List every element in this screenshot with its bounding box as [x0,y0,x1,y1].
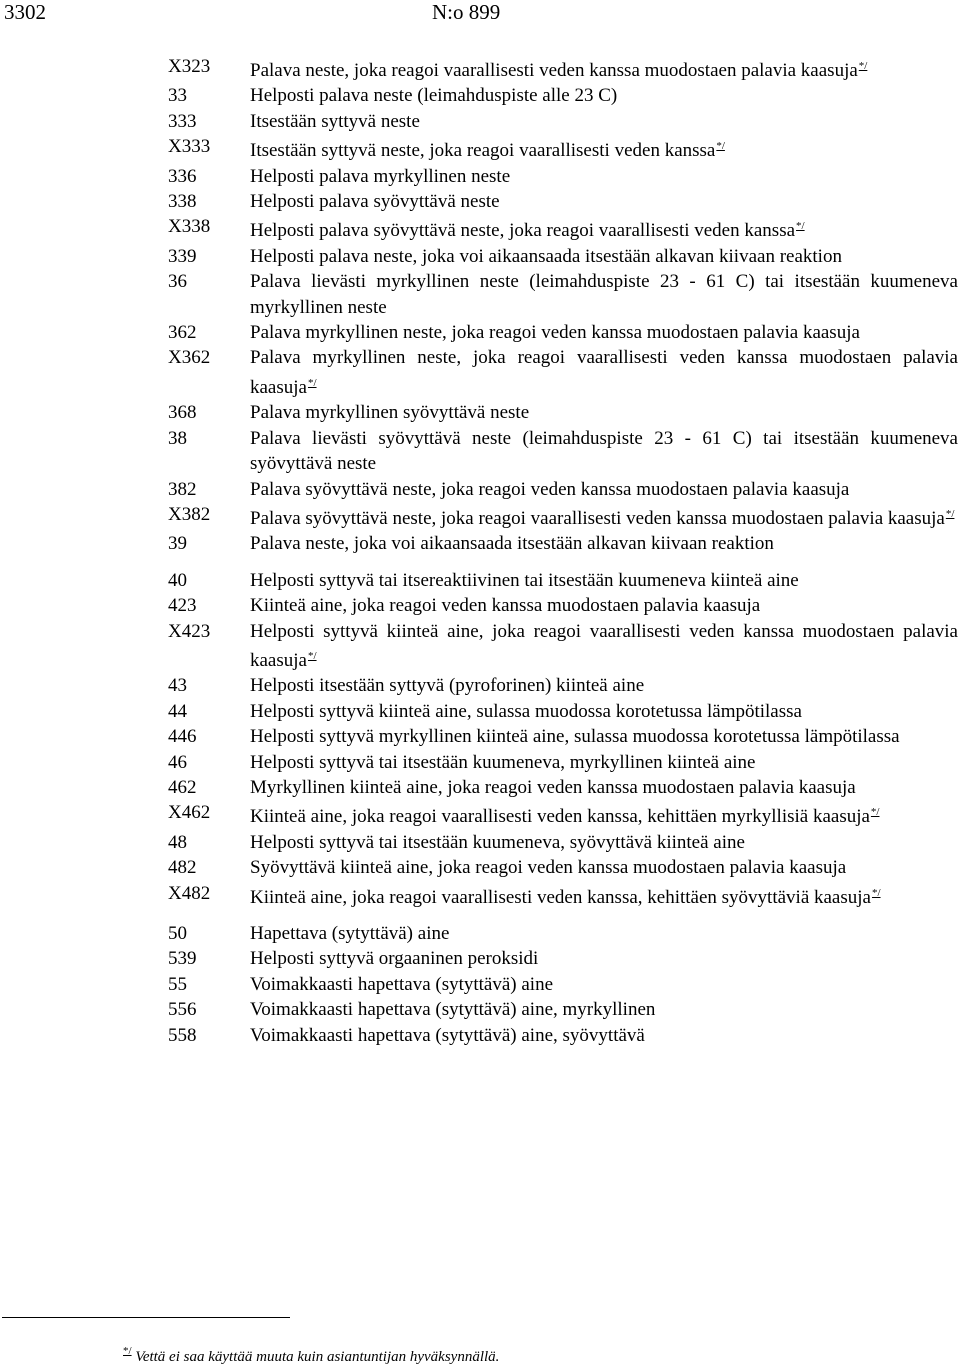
hazard-code: X362 [168,347,211,369]
hazard-code: X462 [168,802,211,824]
code-row [168,244,958,269]
hazard-description [250,54,958,83]
description-text: Palava lievästi myrkyllinen neste (leimahduspiste 23 - 61 C) tai itsestään kuumeneva myrkyllinen neste [250,271,958,318]
code-row [168,400,958,425]
hazard-description [250,881,958,910]
hazard-code: 338 [168,191,197,213]
hazard-code: 539 [168,948,197,970]
description-text: Palava lievästi syövyttävä neste (leimahduspiste 23 - 61 C) tai itsestään kuumeneva syövyttävä neste [250,427,958,475]
hazard-description [250,619,958,674]
hazard-description [250,531,958,556]
description-text: Hapettava (sytyttävä) aine [250,923,450,944]
description-text: Voimakkaasti hapettava (sytyttävä) aine, myrkyllinen [250,999,656,1021]
code-row [168,568,958,593]
hazard-code: 50 [168,923,187,944]
hazard-description [250,83,958,108]
footnote-reference: */ [945,507,955,520]
hazard-code: 46 [168,751,187,773]
description-text: Voimakkaasti hapettava (sytyttävä) aine [250,973,554,995]
hazard-description [250,426,958,477]
description-text: Palava myrkyllinen neste, joka reagoi vaarallisesti veden kanssa muodostaen palavia kaasuja [250,347,958,398]
hazard-description [250,775,958,800]
hazard-code: X323 [168,56,211,77]
description-text: Helposti itsestään syttyvä (pyroforinen) kiinteä aine [250,675,645,697]
code-row [168,320,958,345]
code-row [168,800,958,829]
hazard-code: X423 [168,620,211,642]
footnote-text: Vettä ei saa käyttää muuta kuin asiantuntijan hyväksynnällä. [135,1349,500,1365]
code-group [168,54,958,557]
hazard-description [250,320,958,345]
description-text: Helposti syttyvä kiinteä aine, joka reagoi vaarallisesti veden kanssa muodostaen palavia kaasuja [250,620,958,671]
description-text: Kiinteä aine, joka reagoi vaarallisesti veden kanssa, kehittäen myrkyllisiä kaasuja [250,806,870,828]
code-row [168,345,958,400]
code-row [168,699,958,724]
description-text: Helposti syttyvä tai itsereaktiivinen tai itsestään kuumeneva kiinteä aine [250,569,799,591]
hazard-code: X338 [168,216,211,238]
code-group [168,921,958,1048]
description-text: Helposti palava neste, joka voi aikaansaada itsestään alkavan kiivaan reaktion [250,245,842,267]
description-text: Syövyttävä kiinteä aine, joka reagoi veden kanssa muodostaen palavia kaasuja [250,857,847,879]
description-text: Helposti palava syövyttävä neste [250,191,500,213]
hazard-code: 362 [168,322,197,344]
hazard-description [250,946,958,971]
description-text: Kiinteä aine, joka reagoi veden kanssa muodostaen palavia kaasuja [250,595,761,617]
hazard-code: 462 [168,776,197,798]
hazard-code: 36 [168,271,187,293]
hazard-description [250,673,958,698]
description-text: Helposti palava syövyttävä neste, joka reagoi vaarallisesti veden kanssa [250,220,796,242]
description-text: Helposti syttyvä orgaaninen peroksidi [250,948,539,970]
hazard-code: X333 [168,136,211,158]
hazard-code: 43 [168,675,187,697]
hazard-code: 558 [168,1024,197,1046]
hazard-description [250,972,958,997]
hazard-code: 44 [168,700,187,722]
page-number: 3302 [4,0,46,24]
description-text: Palava neste, joka reagoi vaarallisesti veden kanssa muodostaen palavia kaasuja [250,60,858,81]
hazard-code: 33 [168,85,187,107]
issue-number: N:o 899 [432,0,501,24]
description-text: Palava syövyttävä neste, joka reagoi veden kanssa muodostaen palavia kaasuja [250,478,850,500]
hazard-code: 55 [168,973,187,995]
code-row [168,724,958,749]
description-text: Myrkyllinen kiinteä aine, joka reagoi veden kanssa muodostaen palavia kaasuja [250,776,856,798]
hazard-description [250,477,958,502]
hazard-description [250,400,958,425]
description-text: Helposti syttyvä kiinteä aine, sulassa muodossa korotetussa lämpötilassa [250,700,802,722]
code-row [168,997,958,1022]
description-text: Palava syövyttävä neste, joka reagoi vaarallisesti veden kanssa muodostaen palavia kaasuja [250,507,945,529]
hazard-code: 39 [168,533,187,555]
hazard-code: 446 [168,726,197,748]
description-text: Voimakkaasti hapettava (sytyttävä) aine, syövyttävä [250,1024,645,1046]
description-text: Helposti syttyvä myrkyllinen kiinteä aine, sulassa muodossa korotetussa lämpötilassa [250,726,900,748]
code-row [168,1023,958,1048]
description-text: Itsestään syttyvä neste, joka reagoi vaarallisesti veden kanssa [250,140,716,162]
code-row [168,830,958,855]
code-row [168,750,958,775]
description-text: Helposti palava neste (leimahduspiste alle 23 C) [250,85,618,107]
hazard-description [250,800,958,829]
hazard-description [250,568,958,593]
code-row [168,189,958,214]
code-row [168,972,958,997]
description-text: Kiinteä aine, joka reagoi vaarallisesti veden kanssa, kehittäen syövyttäviä kaasuja [250,886,871,908]
description-text: Itsestään syttyvä neste [250,110,420,132]
hazard-description [250,345,958,400]
hazard-description [250,189,958,214]
code-row [168,593,958,618]
footnote-reference: */ [796,220,805,233]
hazard-description [250,593,958,618]
code-row [168,775,958,800]
hazard-description [250,997,958,1022]
code-row [168,134,958,163]
code-row [168,946,958,971]
hazard-code-table [168,54,958,1059]
hazard-description [250,244,958,269]
code-row [168,214,958,243]
hazard-description [250,921,958,946]
footnote-reference: */ [871,886,881,899]
footnote-reference: */ [716,140,725,153]
hazard-description [250,724,958,749]
code-row [168,855,958,880]
hazard-code: 336 [168,165,197,187]
footnote-marker: */ [123,1345,132,1357]
hazard-description [250,830,958,855]
code-row [168,109,958,134]
description-text: Helposti syttyvä tai itsestään kuumeneva, syövyttävä kiinteä aine [250,831,745,853]
hazard-code: 48 [168,831,187,853]
code-row [168,83,958,108]
hazard-code: 556 [168,999,197,1021]
code-row [168,673,958,698]
code-row [168,269,958,320]
description-text: Helposti palava myrkyllinen neste [250,165,511,187]
hazard-code: 339 [168,245,197,267]
code-row [168,502,958,531]
hazard-code: X382 [168,503,211,525]
hazard-code: 368 [168,402,197,424]
hazard-description [250,502,958,531]
footnote-rule [2,1317,290,1318]
hazard-code: 38 [168,427,187,449]
code-row [168,881,958,910]
hazard-code: 482 [168,857,197,879]
hazard-description [250,164,958,189]
footnote-reference: */ [858,60,868,72]
hazard-description [250,855,958,880]
hazard-description [250,1023,958,1048]
footnote-reference: */ [870,806,880,819]
hazard-code: X482 [168,882,211,904]
hazard-description [250,750,958,775]
hazard-description [250,134,958,163]
code-row [168,477,958,502]
hazard-description [250,214,958,243]
code-group [168,568,958,910]
code-row [168,619,958,674]
description-text: Palava neste, joka voi aikaansaada itsestään alkavan kiivaan reaktion [250,533,774,555]
code-row [168,54,958,83]
hazard-code: 333 [168,110,197,132]
footnote [122,1345,499,1366]
hazard-code: 382 [168,478,197,500]
code-row [168,426,958,477]
hazard-code: 40 [168,569,187,591]
code-row [168,531,958,556]
description-text: Palava myrkyllinen neste, joka reagoi veden kanssa muodostaen palavia kaasuja [250,322,860,344]
description-text: Helposti syttyvä tai itsestään kuumeneva, myrkyllinen kiinteä aine [250,751,756,773]
footnote-reference: */ [307,376,317,389]
hazard-description [250,699,958,724]
description-text: Palava myrkyllinen syövyttävä neste [250,402,530,424]
hazard-code: 423 [168,595,197,617]
code-row [168,921,958,946]
footnote-reference: */ [307,649,317,662]
hazard-description [250,109,958,134]
code-row [168,164,958,189]
hazard-description [250,269,958,320]
